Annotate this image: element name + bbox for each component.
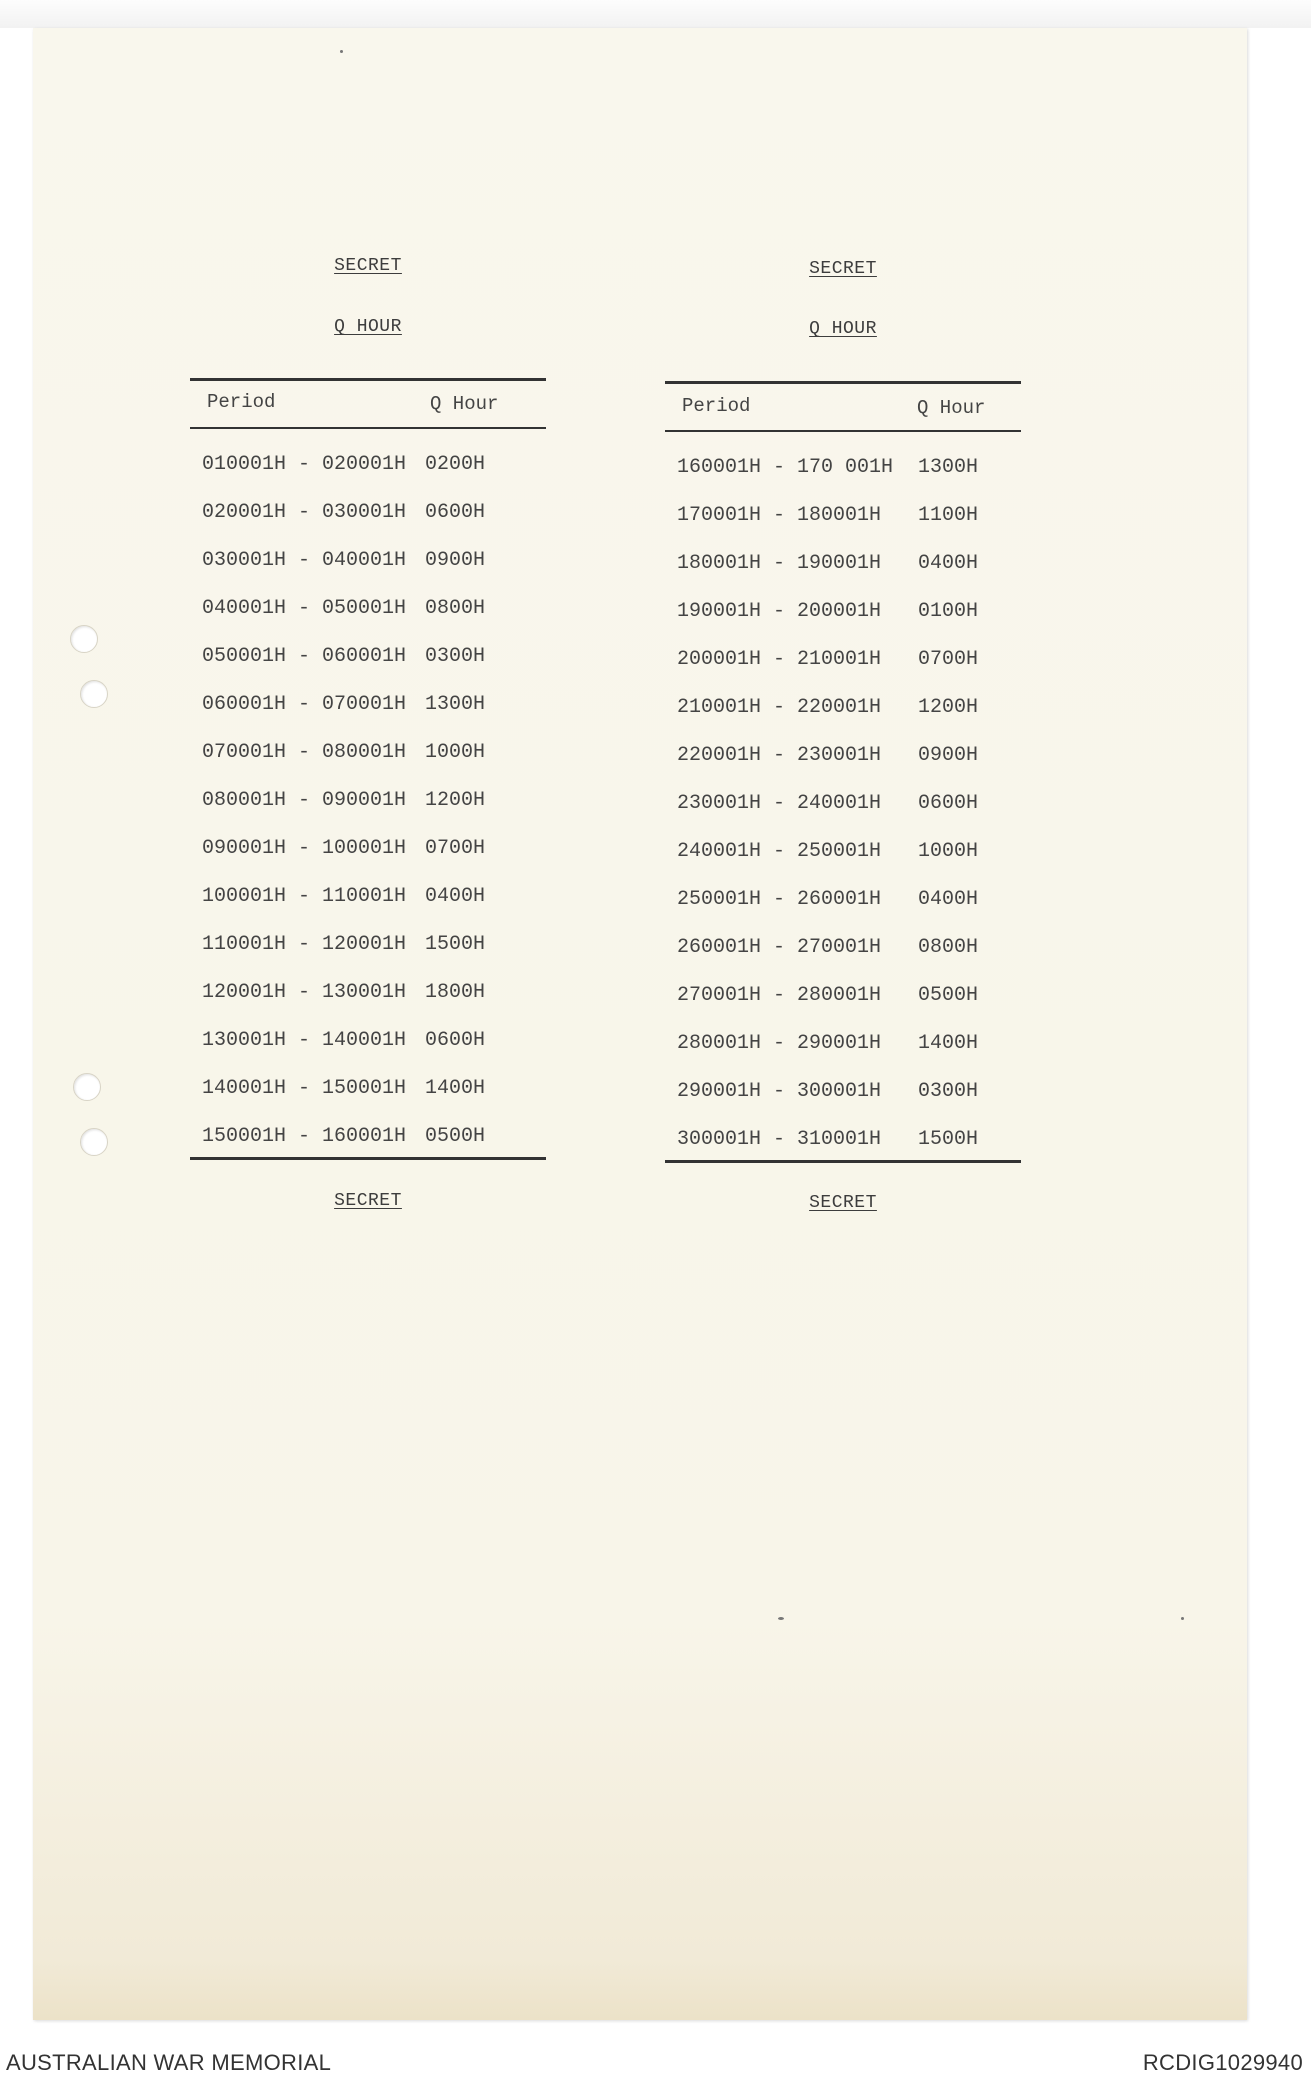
period-cell: 220001H - 230001H	[677, 744, 882, 767]
table-row	[190, 453, 546, 501]
table-row	[190, 501, 546, 549]
period-cell: 120001H - 130001H	[202, 981, 407, 1004]
table-row	[665, 888, 1021, 936]
table-header-rule	[190, 427, 546, 429]
q-hour-column-header: Q Hour	[917, 397, 986, 419]
table-row	[665, 936, 1021, 984]
period-cell: 050001H - 060001H	[202, 645, 407, 668]
q-hour-heading: Q HOUR	[809, 319, 877, 339]
q-hour-cell: 1000H	[918, 840, 979, 863]
q-hour-cell: 1200H	[425, 789, 486, 812]
table-row	[665, 504, 1021, 552]
period-cell: 070001H - 080001H	[202, 741, 407, 764]
period-cell: 040001H - 050001H	[202, 597, 407, 620]
q-hour-cell: 0600H	[425, 1029, 486, 1052]
period-cell: 080001H - 090001H	[202, 789, 407, 812]
q-hour-cell: 1800H	[425, 981, 486, 1004]
scan-top-edge	[0, 0, 1311, 28]
q-hour-cell: 1300H	[918, 456, 979, 479]
period-cell: 140001H - 150001H	[202, 1077, 407, 1100]
period-cell: 190001H - 200001H	[677, 600, 882, 623]
table-row	[190, 1125, 546, 1173]
punch-hole	[70, 625, 98, 653]
table-row	[190, 597, 546, 645]
table-bottom-rule	[190, 1157, 546, 1160]
table-row	[665, 552, 1021, 600]
table-row	[190, 1029, 546, 1077]
table-row	[190, 549, 546, 597]
period-cell: 030001H - 040001H	[202, 549, 407, 572]
paper-speck	[1181, 1617, 1184, 1620]
period-cell: 200001H - 210001H	[677, 648, 882, 671]
table-row	[665, 1128, 1021, 1176]
table-row	[190, 933, 546, 981]
q-hour-cell: 0600H	[425, 501, 486, 524]
q-hour-cell: 0500H	[918, 984, 979, 1007]
table-top-rule	[665, 381, 1021, 384]
q-hour-cell: 1400H	[918, 1032, 979, 1055]
period-cell: 180001H - 190001H	[677, 552, 882, 575]
table-row	[190, 885, 546, 933]
period-cell: 170001H - 180001H	[677, 504, 882, 527]
period-cell: 250001H - 260001H	[677, 888, 882, 911]
period-cell: 300001H - 310001H	[677, 1128, 882, 1151]
table-row	[665, 840, 1021, 888]
q-hour-cell: 1500H	[425, 933, 486, 956]
period-column-header: Period	[207, 391, 276, 413]
table-top-rule	[190, 378, 546, 381]
q-hour-cell: 0900H	[918, 744, 979, 767]
period-cell: 130001H - 140001H	[202, 1029, 407, 1052]
punch-hole	[80, 1128, 108, 1156]
period-cell: 090001H - 100001H	[202, 837, 407, 860]
paper-speck	[778, 1617, 784, 1620]
table-row	[190, 693, 546, 741]
q-hour-cell: 0400H	[918, 552, 979, 575]
q-hour-cell: 1400H	[425, 1077, 486, 1100]
archive-reference-id: RCDIG1029940	[1142, 2050, 1303, 2075]
q-hour-cell: 1500H	[918, 1128, 979, 1151]
table-row	[665, 648, 1021, 696]
archive-credit: AUSTRALIAN WAR MEMORIAL	[6, 2050, 332, 2075]
punch-hole	[73, 1073, 101, 1101]
q-hour-cell: 0900H	[425, 549, 486, 572]
period-cell: 160001H - 170 001H	[677, 456, 894, 479]
q-hour-cell: 0200H	[425, 453, 486, 476]
table-row	[665, 696, 1021, 744]
period-cell: 230001H - 240001H	[677, 792, 882, 815]
table-row	[665, 984, 1021, 1032]
period-cell: 150001H - 160001H	[202, 1125, 407, 1148]
q-hour-cell: 0400H	[425, 885, 486, 908]
q-hour-cell: 0600H	[918, 792, 979, 815]
punch-hole	[80, 680, 108, 708]
q-hour-cell: 0300H	[425, 645, 486, 668]
table-row	[665, 1080, 1021, 1128]
table-row	[190, 741, 546, 789]
paper-speck	[340, 50, 343, 53]
table-row	[665, 456, 1021, 504]
table-row	[665, 744, 1021, 792]
period-cell: 010001H - 020001H	[202, 453, 407, 476]
secret-footer: SECRET	[809, 1193, 877, 1213]
table-row	[190, 645, 546, 693]
q-hour-cell: 1000H	[425, 741, 486, 764]
table-row	[665, 600, 1021, 648]
period-cell: 020001H - 030001H	[202, 501, 407, 524]
table-row	[665, 1032, 1021, 1080]
table-row	[190, 981, 546, 1029]
table-bottom-rule	[665, 1160, 1021, 1163]
period-column-header: Period	[682, 395, 751, 417]
table-row	[190, 837, 546, 885]
q-hour-cell: 0700H	[918, 648, 979, 671]
secret-heading: SECRET	[334, 256, 402, 276]
q-hour-heading: Q HOUR	[334, 317, 402, 337]
q-hour-cell: 0500H	[425, 1125, 486, 1148]
period-cell: 240001H - 250001H	[677, 840, 882, 863]
q-hour-cell: 0800H	[918, 936, 979, 959]
q-hour-cell: 0300H	[918, 1080, 979, 1103]
secret-footer: SECRET	[334, 1191, 402, 1211]
q-hour-cell: 1300H	[425, 693, 486, 716]
q-hour-cell: 0100H	[918, 600, 979, 623]
table-row	[665, 792, 1021, 840]
q-hour-cell: 1200H	[918, 696, 979, 719]
period-cell: 260001H - 270001H	[677, 936, 882, 959]
period-cell: 110001H - 120001H	[202, 933, 407, 956]
q-hour-cell: 0800H	[425, 597, 486, 620]
table-header-rule	[665, 430, 1021, 432]
period-cell: 280001H - 290001H	[677, 1032, 882, 1055]
secret-heading: SECRET	[809, 259, 877, 279]
period-cell: 270001H - 280001H	[677, 984, 882, 1007]
period-cell: 060001H - 070001H	[202, 693, 407, 716]
q-hour-cell: 1100H	[918, 504, 979, 527]
q-hour-cell: 0700H	[425, 837, 486, 860]
q-hour-cell: 0400H	[918, 888, 979, 911]
period-cell: 210001H - 220001H	[677, 696, 882, 719]
period-cell: 290001H - 300001H	[677, 1080, 882, 1103]
table-row	[190, 789, 546, 837]
q-hour-column-header: Q Hour	[430, 393, 499, 415]
table-row	[190, 1077, 546, 1125]
period-cell: 100001H - 110001H	[202, 885, 407, 908]
